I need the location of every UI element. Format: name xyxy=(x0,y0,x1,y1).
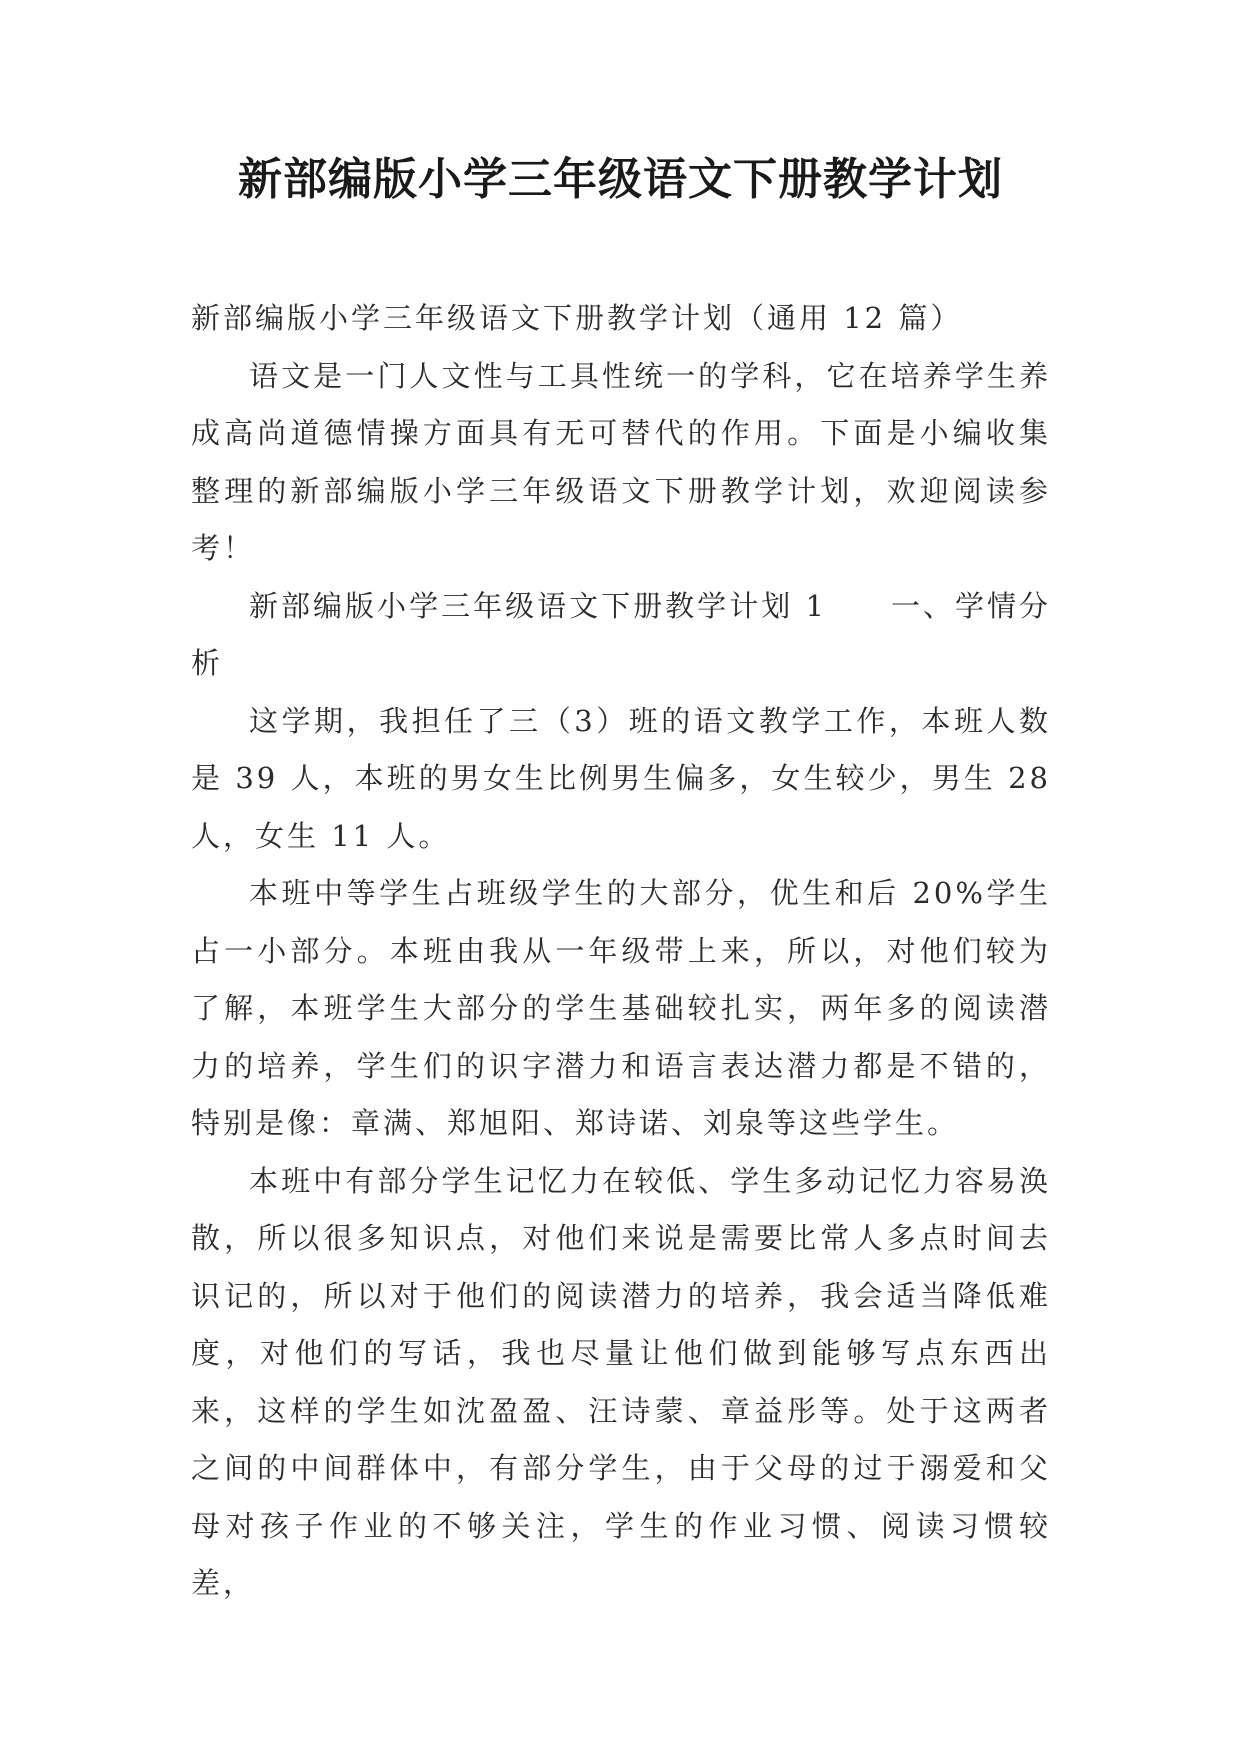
student-level-paragraph: 本班中等学生占班级学生的大部分，优生和后 20%学生占一小部分。本班由我从一年级带上来，所以，对他们较为了解，本班学生大部分的学生基础较扎实，两年多的阅读潜力的培养，学生们的识字潜力和语言表达潜力都是不错的，特别是像：章满、郑旭阳、郑诗诺、刘泉等这些学生。 xyxy=(191,876,1051,1140)
class-size-paragraph: 这学期，我担任了三（3）班的语文教学工作，本班人数是 39 人，本班的男女生比例男生偏多，女生较少，男生 28 人，女生 11 人。 xyxy=(191,703,1051,853)
subtitle-paragraph: 新部编版小学三年级语文下册教学计划（通用 12 篇） xyxy=(191,301,963,335)
intro-paragraph: 语文是一门人文性与工具性统一的学科，它在培养学生养成高尚道德情操方面具有无可替代的作用。下面是小编收集整理的新部编版小学三年级语文下册教学计划，欢迎阅读参考！ xyxy=(191,358,1051,565)
document-title: 新部编版小学三年级语文下册教学计划 xyxy=(238,154,1003,205)
section-heading-paragraph: 新部编版小学三年级语文下册教学计划 1 一、学情分析 xyxy=(191,588,1051,680)
document-body xyxy=(191,290,1051,1613)
weak-students-paragraph: 本班中有部分学生记忆力在较低、学生多动记忆力容易涣散，所以很多知识点，对他们来说是需要比常人多点时间去识记的，所以对于他们的阅读潜力的培养，我会适当降低难度，对他们的写话，我也尽量让他们做到能够写点东西出来，这样的学生如沈盈盈、汪诗蒙、章益彤等。处于这两者之间的中间群体中，有部分学生，由于父母的过于溺爱和父母对孩子作业的不够关注，学生的作业习惯、阅读习惯较差， xyxy=(191,1163,1051,1600)
